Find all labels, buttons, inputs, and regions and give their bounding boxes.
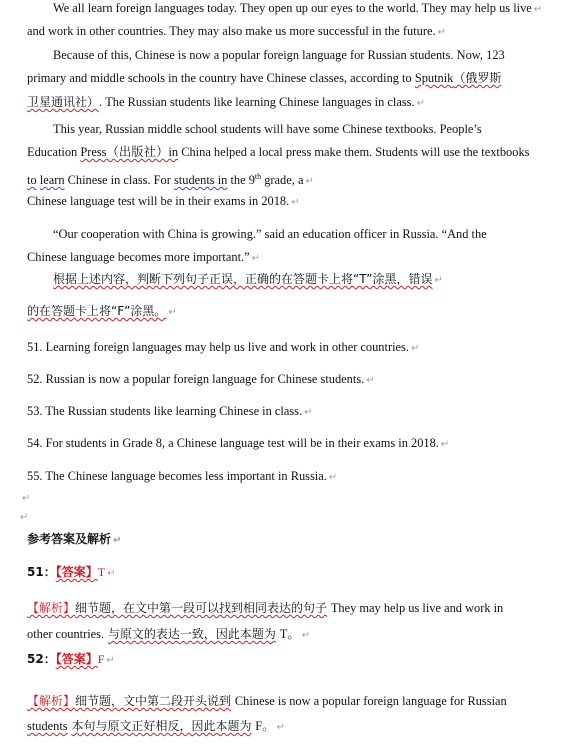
explanation-51-line-1 [27,600,538,616]
text-span: Chinese language becomes more important.” [27,250,250,264]
text-span: th [254,172,262,181]
text-span: “Our cooperation with China is growing.” said an education officer in Russia. “And the [53,227,487,241]
instruction-line-2 [27,303,538,321]
p3-line-3 [27,169,538,190]
paragraph-mark-icon: ↵ [276,722,285,733]
text-span: Chinese in class. For [67,173,171,187]
p3-line-2 [27,144,538,160]
p1-line-2 [27,23,538,41]
text-span: 52. Russian is now a popular foreign language for Chinese students. [27,372,365,386]
text-span: to [27,173,37,187]
text-span: 【答案】 [55,565,98,579]
paragraph-mark-icon: ↵ [410,343,420,354]
text-span: 51. Learning foreign languages may help us live and work in other countries. [27,340,409,354]
text-span: 【解析】 [27,601,76,615]
text-span: Sputnik [414,71,454,85]
text-span: students [27,719,68,733]
answers-heading [27,531,538,549]
text-span: 51： [27,565,56,579]
paragraph-mark-icon: ↵ [251,253,261,264]
text-span: This year, Russian middle school students will have some Chinese textbooks. People’s [53,122,482,136]
text-span: China helped a local press make them. Students will use the textbooks [181,145,530,159]
text-span: 55. The Chinese language becomes less important in Russia. [27,469,327,483]
text-span: 【答案】 [55,652,98,666]
text-span: Because of this, Chinese is now a popular foreign language for Russian students. Now, 123 [53,48,505,62]
text-span: the 9 [230,173,255,187]
text-span: 的在答题卡上将“F”涂黑。 [27,304,167,318]
p4-line-1 [53,226,538,242]
paragraph-mark-icon: ↵ [533,4,543,15]
paragraph-mark-icon: ↵ [107,568,116,579]
text-span: 54. For students in Grade 8, a Chinese language test will be in their exams in 2018. [27,436,439,450]
question-51 [27,339,538,357]
text-span: F [97,652,105,666]
empty-line [18,508,538,526]
text-span: 与原文的表达一致，因此本题为 [107,627,276,641]
p4-line-2 [27,249,538,267]
text-span: 根据上述内容，判断下列句子正误，正确的在答题卡上将“T”涂黑，错误 [53,272,433,286]
text-span: grade, a [264,173,304,187]
text-span: . The Russian students like learning Chinese languages in class. [99,95,415,109]
paragraph-mark-icon: ↵ [416,98,425,109]
text-span: T [97,565,106,579]
text-span: 细节题，文中第二段开头说到 [75,694,232,708]
text-span: learn [39,173,65,187]
paragraph-mark-icon: ↵ [305,176,314,187]
text-span: （俄罗斯 [453,71,502,85]
paragraph-mark-icon: ↵ [301,630,311,641]
question-55 [27,468,538,486]
paragraph-mark-icon: ↵ [437,27,446,38]
text-span: 53. The Russian students like learning Chinese in class. [27,404,303,418]
p2-line-3 [27,94,538,112]
text-span: 卫星通讯社） [27,95,100,109]
paragraph-mark-icon: ↵ [113,535,122,546]
text-span: 52： [27,652,56,666]
text-span: They may help us live and work in [330,601,504,615]
p3-line-4 [27,193,538,211]
text-span: 参考答案及解析 [27,532,112,546]
text-span: students in [173,173,228,187]
paragraph-mark-icon: ↵ [106,655,115,666]
paragraph-mark-icon: ↵ [328,472,338,483]
paragraph-mark-icon: ↵ [434,275,443,286]
p2-line-2 [27,70,538,86]
answer-51 [27,564,538,582]
explanation-52-line-1 [27,693,538,709]
paragraph-mark-icon: ↵ [304,407,313,418]
text-span: other countries. [27,627,105,641]
paragraph-mark-icon: ↵ [291,197,300,208]
paragraph-mark-icon: ↵ [20,512,29,523]
empty-line [20,489,538,507]
question-54 [27,435,538,453]
question-53 [27,403,538,421]
text-span: Chinese is now a popular foreign language for Russian [234,694,507,708]
text-span: Education [27,145,78,159]
p1-line-1 [53,0,543,18]
text-span: Chinese language test will be in their exams in 2018. [27,194,290,208]
text-span: Press（出版社）in [80,145,179,159]
explanation-51-line-2 [27,626,538,644]
explanation-52-line-2 [27,718,538,736]
text-span: and work in other countries. They may also make us more successful in the future. [27,24,436,38]
paragraph-mark-icon: ↵ [22,493,31,504]
text-span: primary and middle schools in the country have Chinese classes, according to [27,71,412,85]
p2-line-1 [53,47,538,63]
answer-52 [27,651,538,669]
paragraph-mark-icon: ↵ [366,375,375,386]
text-span: 细节题，在文中第一段可以找到相同表达的句子 [75,601,328,615]
text-span: 【解析】 [27,694,76,708]
question-52 [27,371,538,389]
text-span: 本句与原文正好相反，因此本题为 [71,719,252,733]
paragraph-mark-icon: ↵ [440,439,450,450]
text-span: We all learn foreign languages today. They open up our eyes to the world. They may help us live [53,1,532,15]
paragraph-mark-icon: ↵ [168,307,177,318]
text-span: F。 [255,719,275,733]
p3-line-1 [53,121,538,137]
instruction-line-1 [53,271,538,289]
text-span: T。 [279,627,300,641]
